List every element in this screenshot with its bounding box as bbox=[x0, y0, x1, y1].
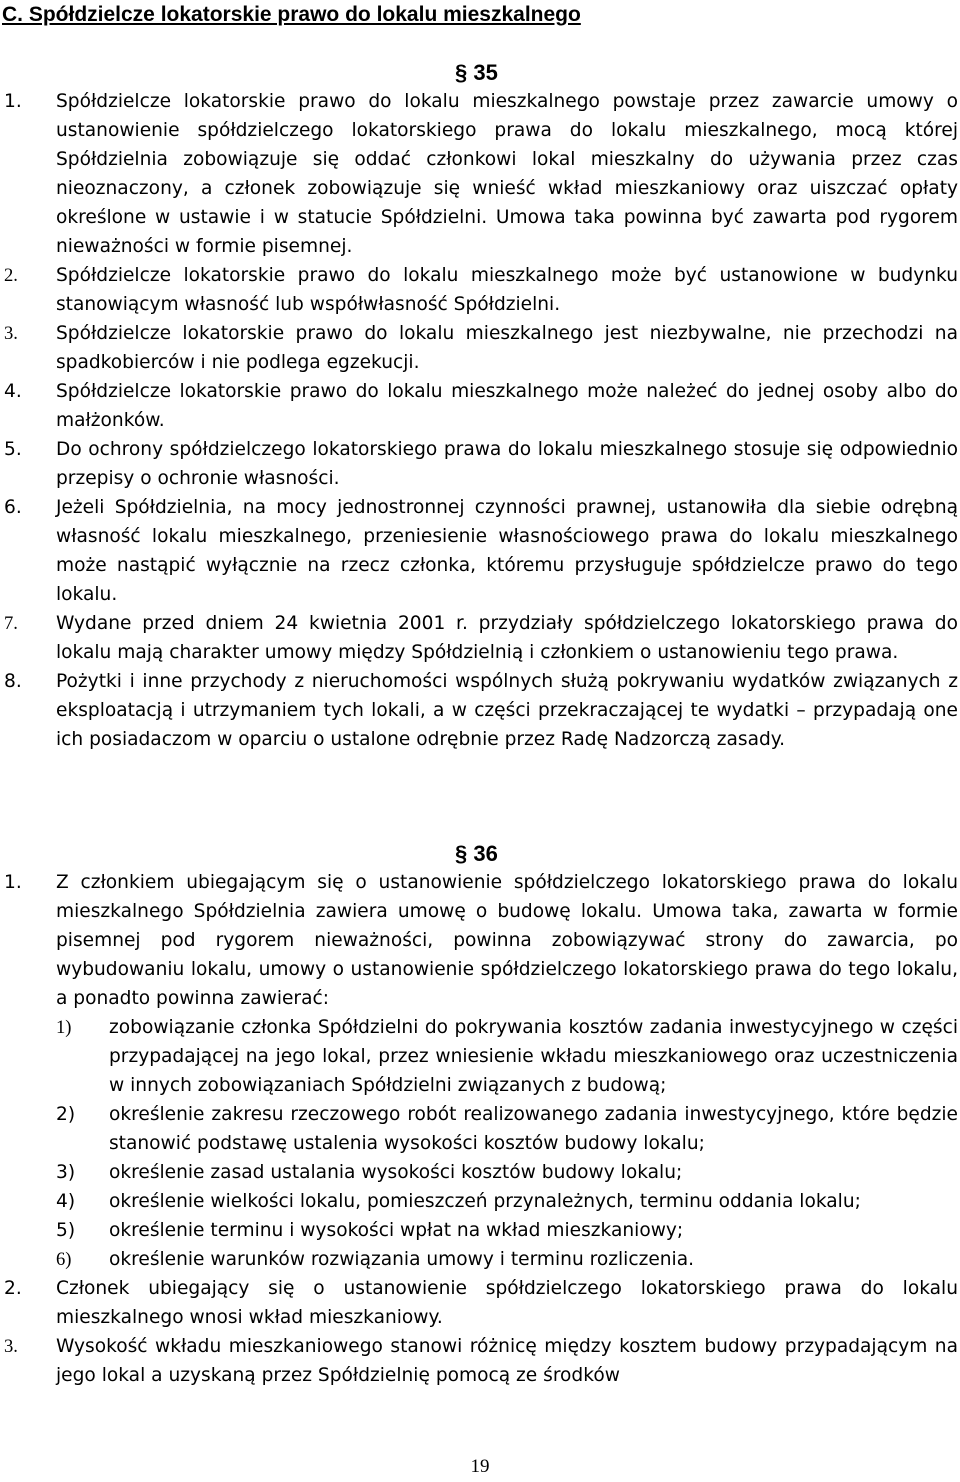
paragraph-number: 2. bbox=[4, 1278, 22, 1299]
paragraph-number: 5. bbox=[4, 439, 22, 460]
paragraph-35-3 bbox=[0, 319, 958, 377]
paragraph-35-4 bbox=[0, 377, 958, 435]
paragraph-35-5 bbox=[0, 435, 958, 493]
subitem-text: określenie zasad ustalania wysokości kosztów budowy lokalu; bbox=[109, 1162, 683, 1183]
paragraph-number: 3. bbox=[4, 323, 18, 344]
paragraph-number: 4. bbox=[4, 381, 22, 402]
paragraph-36-1 bbox=[0, 868, 958, 1013]
subitem-36-1-1 bbox=[0, 1013, 958, 1100]
paragraph-35-6 bbox=[0, 493, 958, 609]
paragraph-text: Do ochrony spółdzielczego lokatorskiego prawa do lokalu mieszkalnego stosuje się odpowiednio przepisy o ochronie własności. bbox=[56, 439, 958, 489]
paragraph-text: Pożytki i inne przychody z nieruchomości wspólnych służą pokrywaniu wydatków związanych z eksploatacją i utrzymaniem tych lokali, a w części przekraczającej te wydatki – przypadają one ich posiadaczom w oparciu o ustalone odrębnie przez Radę Nadzorczą zasady. bbox=[56, 671, 958, 750]
paragraph-35-8 bbox=[0, 667, 958, 754]
subitem-36-1-6 bbox=[0, 1245, 958, 1274]
subitem-text: określenie warunków rozwiązania umowy i terminu rozliczenia. bbox=[109, 1249, 695, 1270]
subitem-number: 5) bbox=[56, 1220, 76, 1241]
section-mark-35: § 35 bbox=[455, 60, 498, 85]
paragraph-text: Wysokość wkładu mieszkaniowego stanowi różnicę między kosztem budowy przypadającym na jego lokal a uzyskaną przez Spółdzielnię pomocą ze środków bbox=[56, 1336, 958, 1386]
paragraph-number: 2. bbox=[4, 265, 18, 286]
paragraph-text: Spółdzielcze lokatorskie prawo do lokalu mieszkalnego może należeć do jednej osoby albo do małżonków. bbox=[56, 381, 958, 431]
section-mark-36: § 36 bbox=[455, 841, 498, 866]
paragraph-36-3 bbox=[0, 1332, 958, 1390]
subitem-number: 3) bbox=[56, 1162, 76, 1183]
subitem-text: określenie zakresu rzeczowego robót realizowanego zadania inwestycyjnego, które będzie stanowić podstawę ustalenia wysokości kosztów budowy lokalu; bbox=[109, 1104, 958, 1154]
paragraph-number: 1. bbox=[4, 91, 22, 112]
paragraph-36-2 bbox=[0, 1274, 958, 1332]
subitem-text: zobowiązanie członka Spółdzielni do pokrywania kosztów zadania inwestycyjnego w części przypadającej na jego lokal, przez wniesienie wkładu mieszkaniowego oraz uczestniczenia w innych zobowiązaniach Spółdzielni związanych z budową; bbox=[109, 1017, 958, 1096]
paragraph-text: Jeżeli Spółdzielnia, na mocy jednostronnej czynności prawnej, ustanowiła dla siebie odrębną własność lokalu mieszkalnego, przeniesienie własnościowego prawa do lokalu mieszkalnego może nastąpić wyłącznie na rzecz członka, któremu przysługuje spółdzielcze prawo do tego lokalu. bbox=[56, 497, 958, 605]
paragraph-text: Spółdzielcze lokatorskie prawo do lokalu mieszkalnego powstaje przez zawarcie umowy o ustanowienie spółdzielczego lokatorskiego prawa do lokalu mieszkalnego, mocą której Spółdzielnia zobowiązuje się oddać członkowi lokal mieszkalny do używania przez czas nieoznaczony, a członek zobowiązuje się wnieść wkład mieszkaniowy oraz uiszczać opłaty określone w ustawie i w statucie Spółdzielni. Umowa taka powinna być zawarta pod rygorem nieważności w formie pisemnej. bbox=[56, 91, 958, 257]
subitem-36-1-3 bbox=[0, 1158, 958, 1187]
chapter-heading: C. Spółdzielcze lokatorskie prawo do lokalu mieszkalnego bbox=[2, 3, 581, 26]
subitem-number: 4) bbox=[56, 1191, 76, 1212]
paragraph-text: Członek ubiegający się o ustanowienie spółdzielczego lokatorskiego prawa do lokalu mieszkalnego wnosi wkład mieszkaniowy. bbox=[56, 1278, 958, 1328]
section-36-body bbox=[0, 868, 958, 1390]
paragraph-text: Z członkiem ubiegającym się o ustanowienie spółdzielczego lokatorskiego prawa do lokalu mieszkalnego Spółdzielnia zawiera umowę o budowę lokalu. Umowa taka, zawarta w formie pisemnej pod rygorem nieważności, powinna zobowiązywać strony do zawarcia, po wybudowaniu lokalu, umowy o ustanowienie spółdzielczego lokatorskiego prawa do tego lokalu, a ponadto powinna zawierać: bbox=[56, 872, 958, 1009]
section-35-body bbox=[0, 87, 958, 754]
subitem-text: określenie terminu i wysokości wpłat na wkład mieszkaniowy; bbox=[109, 1220, 684, 1241]
subitem-36-1-2 bbox=[0, 1100, 958, 1158]
paragraph-number: 8. bbox=[4, 671, 22, 692]
subitem-36-1-5 bbox=[0, 1216, 958, 1245]
paragraph-35-7 bbox=[0, 609, 958, 667]
paragraph-35-1 bbox=[0, 87, 958, 261]
paragraph-text: Wydane przed dniem 24 kwietnia 2001 r. przydziały spółdzielczego lokatorskiego prawa do lokalu mają charakter umowy między Spółdzielnią i członkiem o ustanowieniu tego prawa. bbox=[56, 613, 958, 663]
paragraph-35-2 bbox=[0, 261, 958, 319]
subitem-number: 6) bbox=[56, 1249, 72, 1270]
subitem-number: 1) bbox=[56, 1017, 72, 1038]
paragraph-number: 7. bbox=[4, 613, 18, 634]
subitem-text: określenie wielkości lokalu, pomieszczeń przynależnych, terminu oddania lokalu; bbox=[109, 1191, 861, 1212]
paragraph-number: 6. bbox=[4, 497, 22, 518]
subitem-36-1-4 bbox=[0, 1187, 958, 1216]
page-number: 19 bbox=[470, 1456, 490, 1477]
paragraph-number: 1. bbox=[4, 872, 22, 893]
paragraph-number: 3. bbox=[4, 1336, 18, 1357]
paragraph-text: Spółdzielcze lokatorskie prawo do lokalu mieszkalnego może być ustanowione w budynku stanowiącym własność lub współwłasność Spółdzielni. bbox=[56, 265, 958, 315]
subitem-number: 2) bbox=[56, 1104, 76, 1125]
paragraph-text: Spółdzielcze lokatorskie prawo do lokalu mieszkalnego jest niezbywalne, nie przechodzi na spadkobierców i nie podlega egzekucji. bbox=[56, 323, 958, 373]
